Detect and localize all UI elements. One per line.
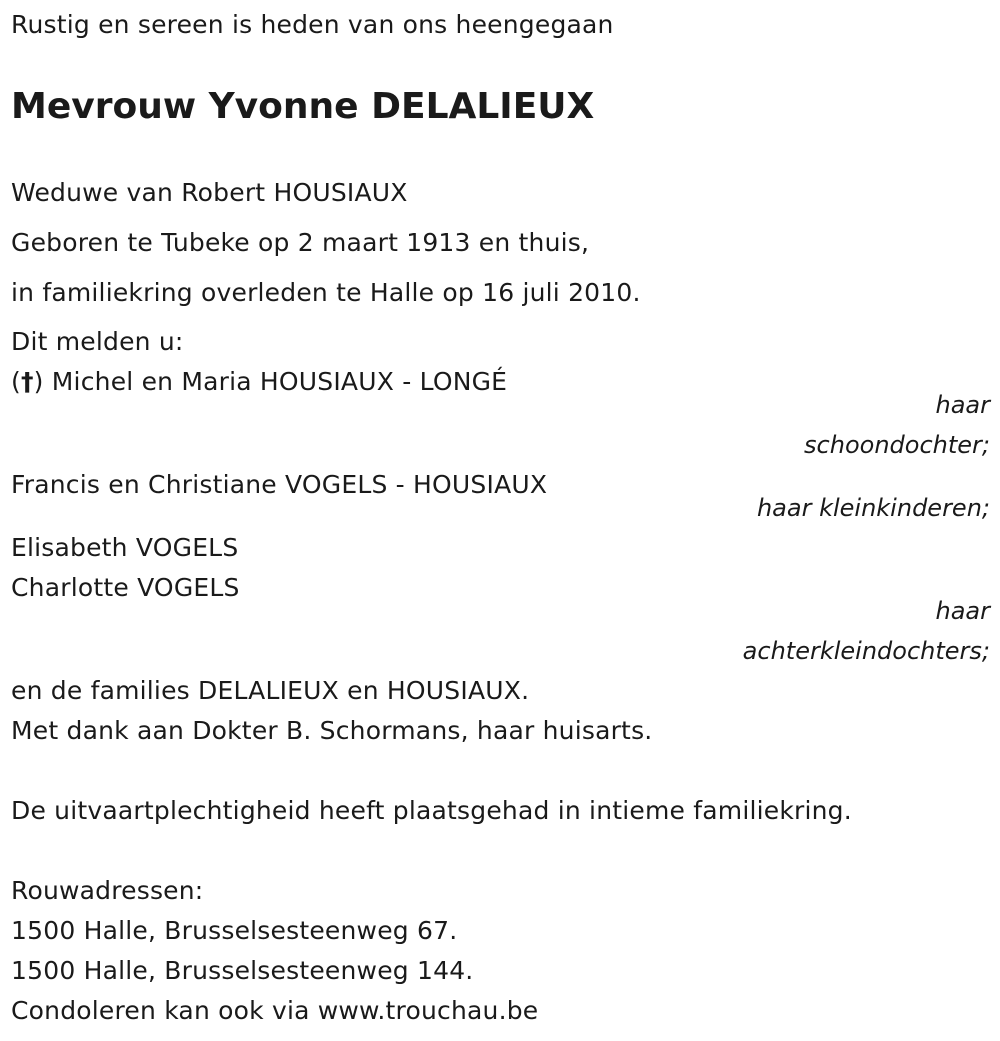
widow-of: Weduwe van Robert HOUSIAUX bbox=[11, 178, 408, 207]
ceremony: De uitvaartplechtigheid heeft plaatsgehad in intieme familiekring. bbox=[11, 796, 852, 825]
great-grandchild-2: Charlotte VOGELS bbox=[11, 573, 240, 602]
relation-grandchildren: haar kleinkinderen; bbox=[756, 494, 990, 522]
cross-icon: † bbox=[20, 367, 34, 396]
son-entry bbox=[11, 367, 507, 397]
birth-info: Geboren te Tubeke op 2 maart 1913 en thuis, bbox=[11, 228, 590, 257]
paren-open: ( bbox=[11, 367, 21, 396]
condolence-line: Condoleren kan ook via www.trouchau.be bbox=[11, 996, 539, 1025]
relation-great-granddaughters-2: achterkleindochters; bbox=[742, 637, 990, 665]
grandchild-entry: Francis en Christiane VOGELS - HOUSIAUX bbox=[11, 470, 548, 499]
addresses-label: Rouwadressen: bbox=[11, 876, 204, 905]
address-2: 1500 Halle, Brusselsesteenweg 144. bbox=[11, 956, 474, 985]
address-1: 1500 Halle, Brusselsesteenweg 67. bbox=[11, 916, 458, 945]
son-names: Michel en Maria HOUSIAUX - LONGÉ bbox=[43, 367, 508, 396]
paren-close: ) bbox=[33, 367, 44, 396]
relation-great-granddaughters-1: haar bbox=[935, 597, 990, 625]
families: en de families DELALIEUX en HOUSIAUX. bbox=[11, 676, 530, 705]
relation-daughter-in-law-2: schoondochter; bbox=[804, 431, 990, 459]
great-grandchild-1: Elisabeth VOGELS bbox=[11, 533, 239, 562]
relation-daughter-in-law-1: haar bbox=[935, 391, 990, 419]
thanks: Met dank aan Dokter B. Schormans, haar huisarts. bbox=[11, 716, 653, 745]
announcement-lead: Dit melden u: bbox=[11, 327, 184, 356]
notice-intro: Rustig en sereen is heden van ons heengegaan bbox=[11, 10, 614, 39]
deceased-name: Mevrouw Yvonne DELALIEUX bbox=[11, 86, 595, 127]
death-info: in familiekring overleden te Halle op 16 juli 2010. bbox=[11, 278, 641, 307]
